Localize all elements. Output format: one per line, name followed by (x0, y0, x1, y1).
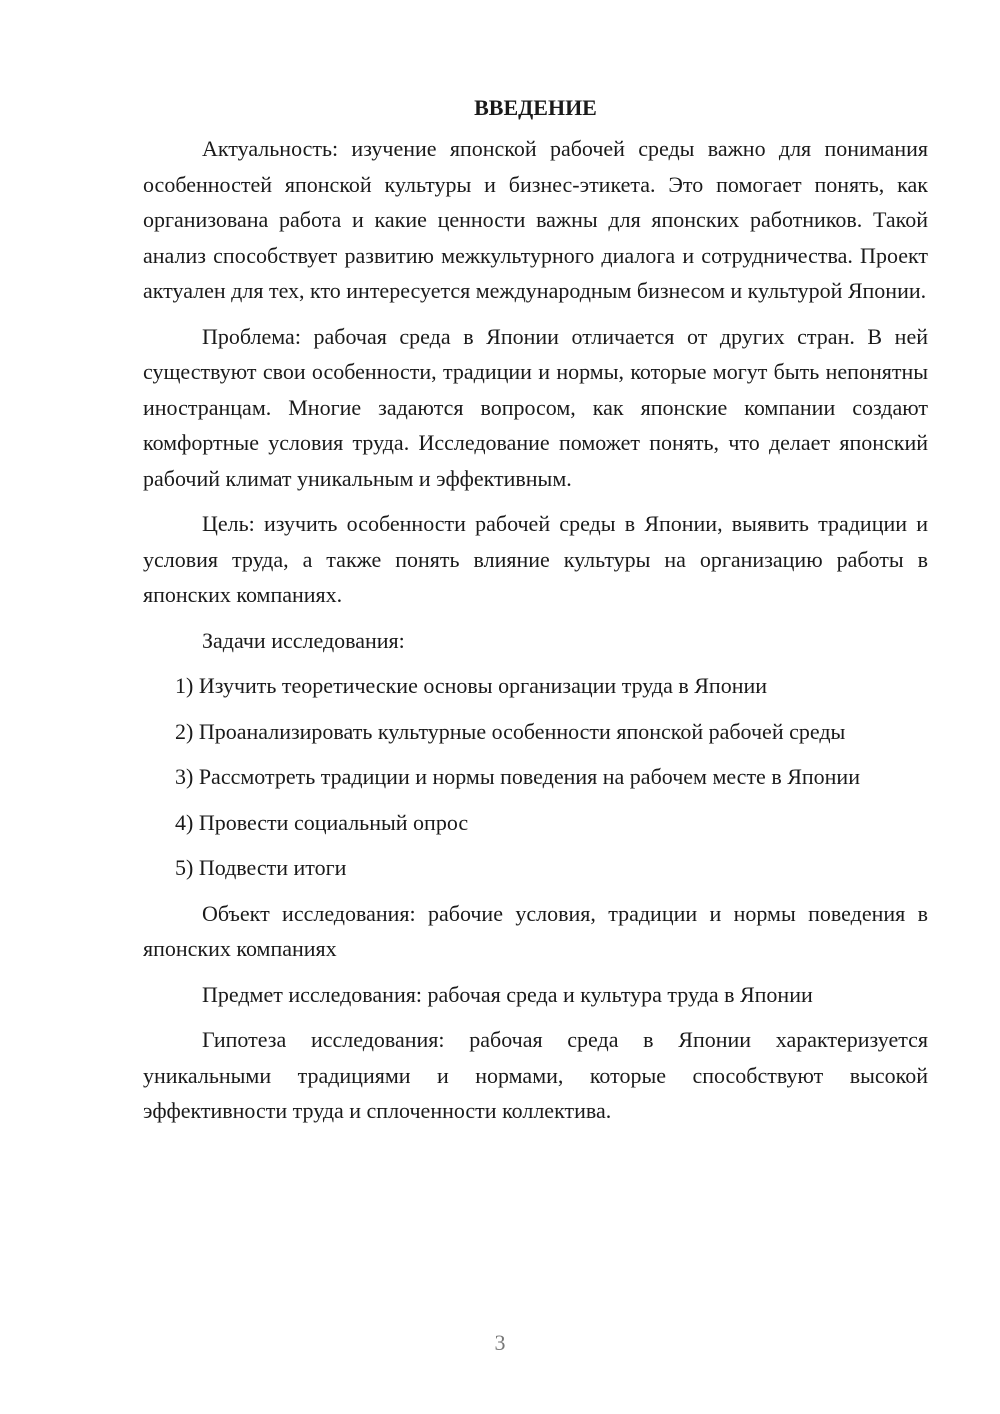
paragraph-relevance: Актуальность: изучение японской рабочей среды важно для понимания особенностей японской культуры и бизнес-этикета. Это помогает понять, как организована работа и какие ценности важны для японских работников. Такой анализ способствует развитию межкультурного диалога и сотрудничества. Проект актуален для тех, кто интересуется международным бизнесом и культурой Японии. (143, 136, 928, 303)
task-item-3: 3) Рассмотреть традиции и нормы поведения на рабочем месте в Японии (175, 764, 860, 789)
task-item-4: 4) Провести социальный опрос (175, 809, 469, 835)
task-item-2: 2) Проанализировать культурные особенности японской рабочей среды (175, 718, 846, 744)
paragraph-goal: Цель: изучить особенности рабочей среды в Японии, выявить традиции и условия труда, а также понять влияние культуры на организацию работы в японских компаниях. (143, 511, 928, 607)
document-page (143, 90, 928, 1139)
task-item-1: 1) Изучить теоретические основы организации труда в Японии (175, 673, 768, 698)
paragraph-object: Объект исследования: рабочие условия, традиции и нормы поведения в японских компаниях (143, 900, 928, 961)
paragraph-tasks-heading: Задачи исследования: (202, 627, 405, 653)
page-number: 3 (494, 1330, 506, 1355)
document-heading: ВВЕДЕНИЕ (474, 95, 597, 120)
paragraph-subject: Предмет исследования: рабочая среда и культура труда в Японии (202, 981, 813, 1007)
paragraph-hypothesis: Гипотеза исследования: рабочая среда в Японии характеризуется уникальными традициями и нормами, которые способствуют высокой эффективности труда и сплоченности коллектива. (143, 1027, 928, 1123)
task-item-5: 5) Подвести итоги (175, 855, 347, 880)
paragraph-problem: Проблема: рабочая среда в Японии отличается от других стран. В ней существуют свои особенности, традиции и нормы, которые могут быть непонятны иностранцам. Многие задаются вопросом, как японские компании создают комфортные условия труда. Исследование поможет понять, что делает японский рабочий климат уникальным и эффективным. (143, 323, 928, 491)
